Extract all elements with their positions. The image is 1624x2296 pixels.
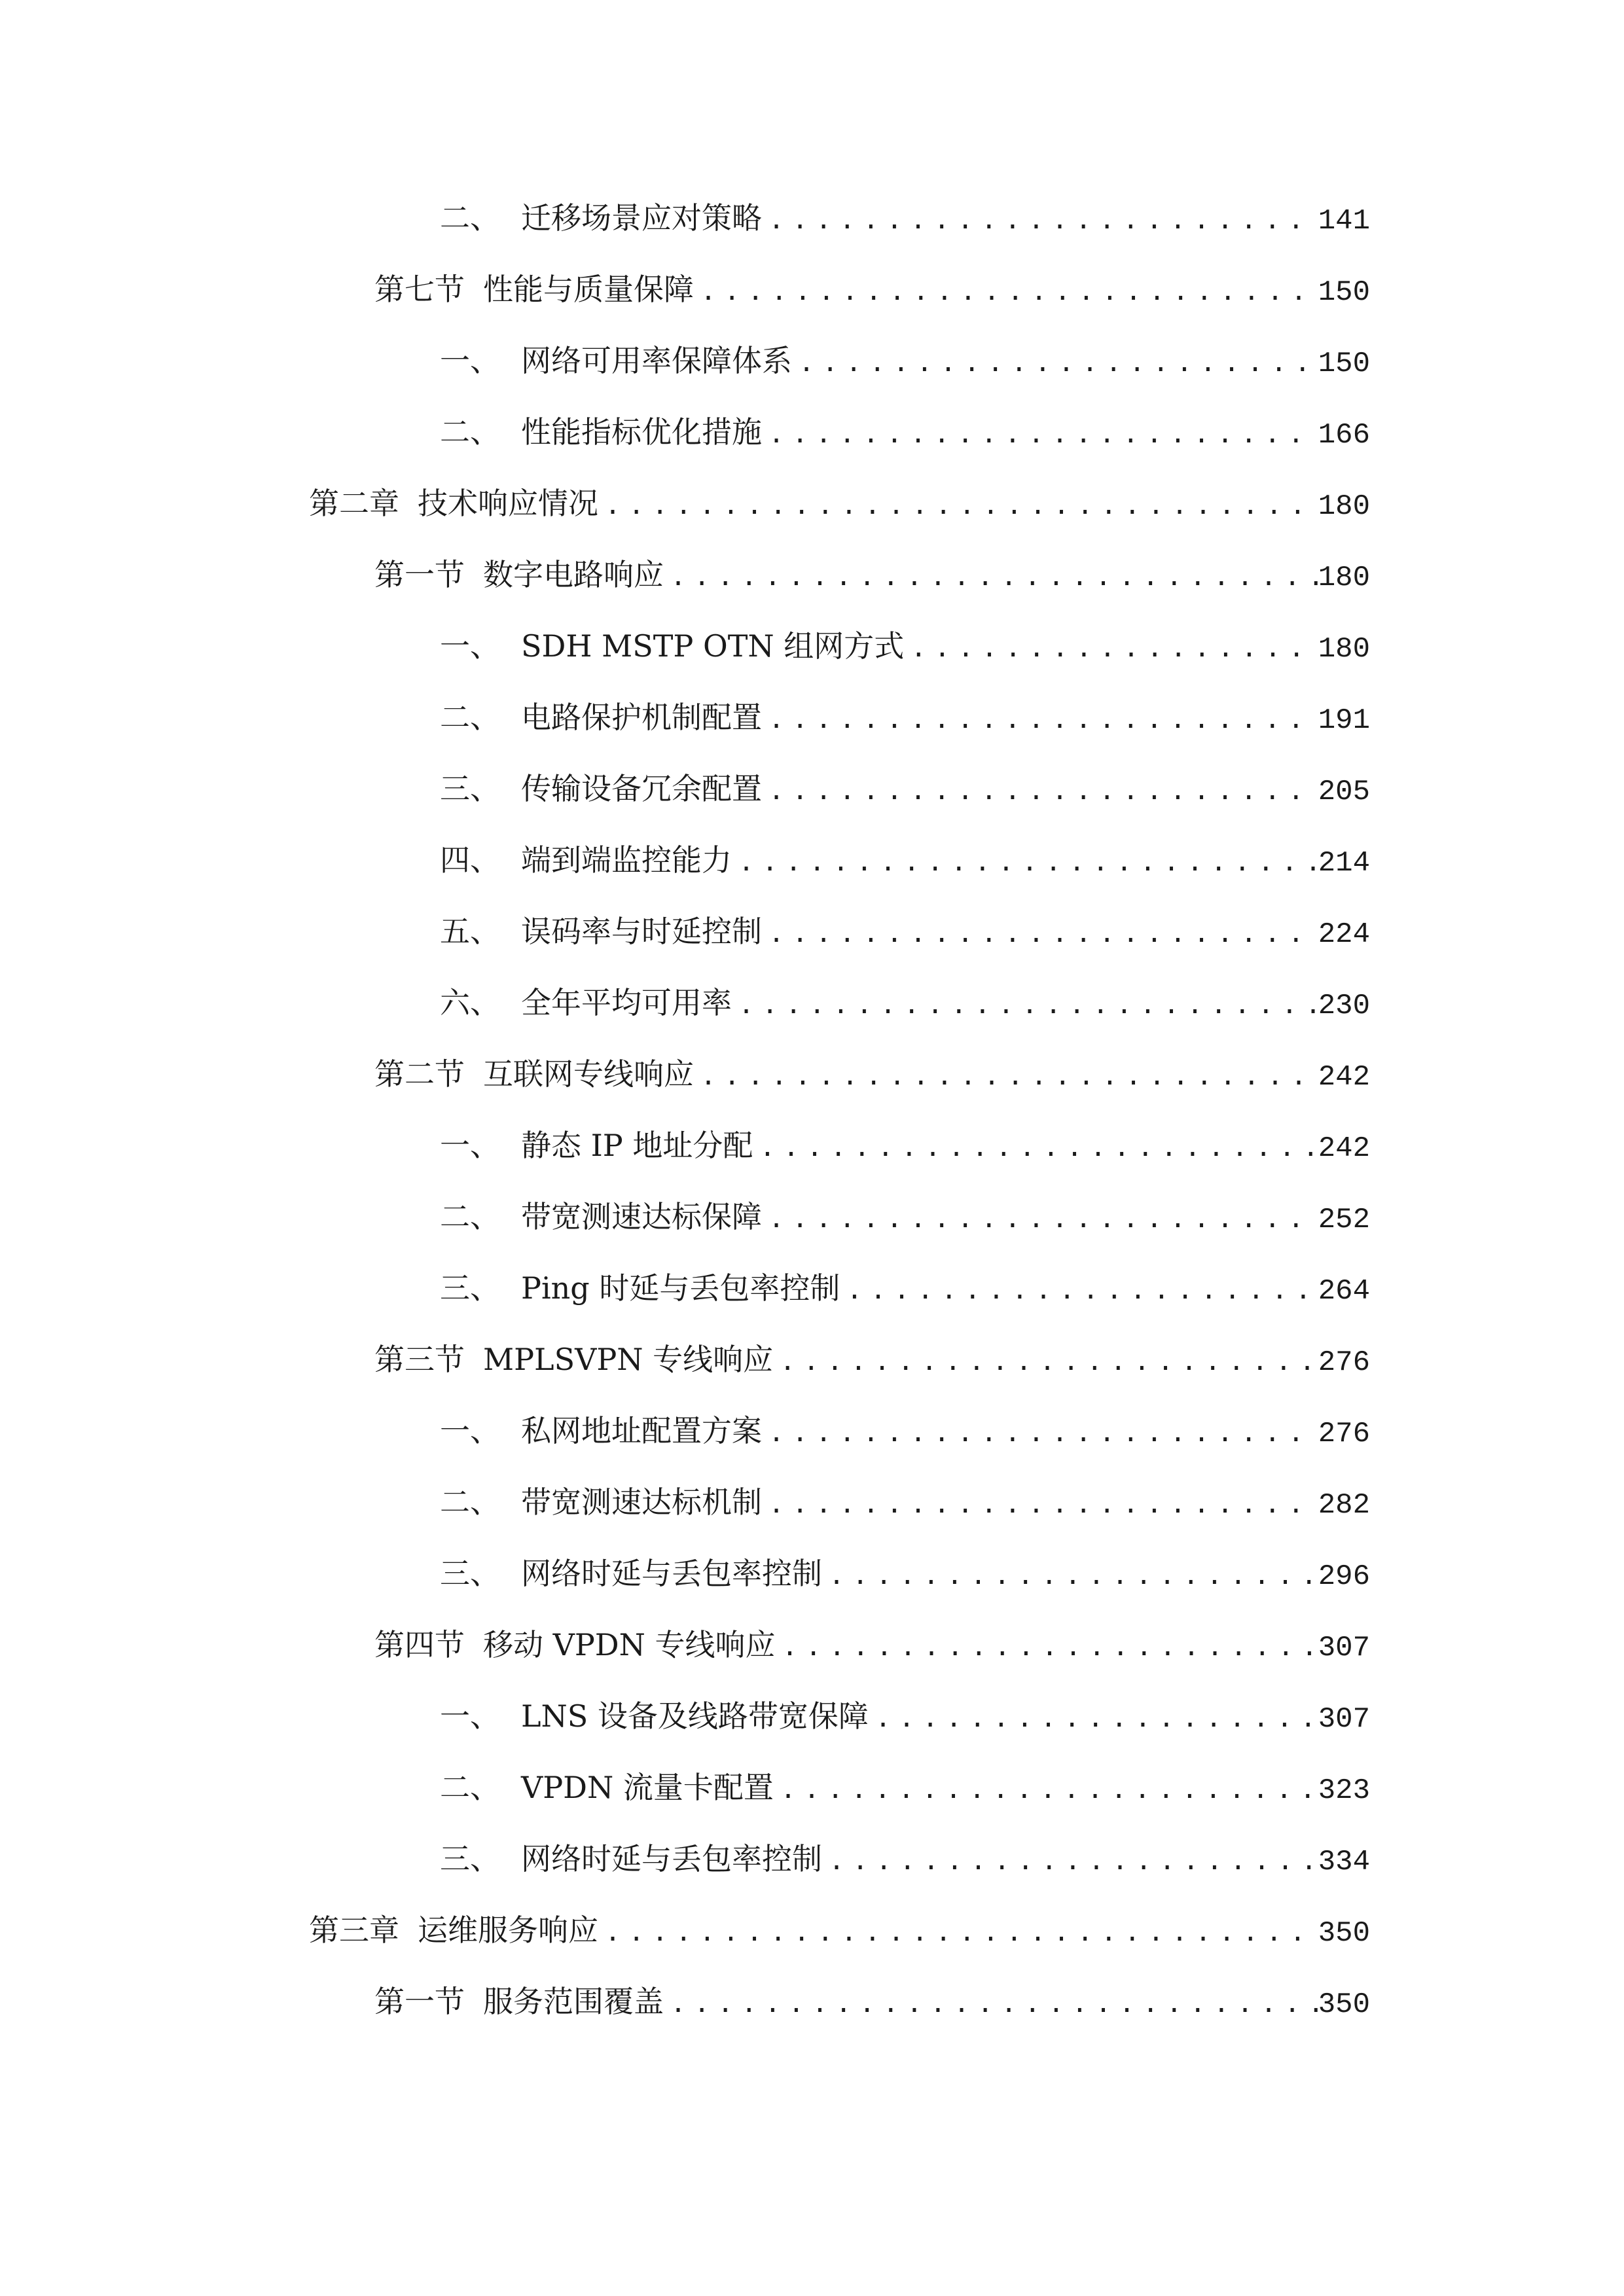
toc-entry-number: 三、	[440, 1841, 500, 1876]
toc-entry-title: 带宽测速达标保障	[521, 1199, 762, 1234]
toc-entry-title: 技术响应情况	[418, 486, 598, 521]
dot-leader	[773, 1335, 1318, 1388]
toc-entry-page: 242	[1318, 1061, 1370, 1094]
toc-entry-page: 205	[1318, 776, 1370, 808]
toc-entry	[440, 1761, 1370, 1814]
dot-leader	[694, 265, 1318, 317]
dot-leader	[869, 1692, 1318, 1744]
toc-entry-title: 电路保护机制配置	[521, 700, 762, 735]
dot-leader	[840, 1264, 1318, 1316]
toc-entry-number: 第一节	[374, 557, 465, 592]
dot-leader	[664, 550, 1318, 603]
toc-entry-page: 180	[1318, 562, 1370, 594]
toc-entry-title: 运维服务响应	[418, 1912, 598, 1948]
toc-entry	[440, 691, 1370, 744]
toc-entry-title: 网络可用率保障体系	[521, 343, 792, 378]
toc-entry	[374, 548, 1370, 601]
dot-leader	[762, 194, 1318, 246]
toc-entry-number: 六、	[440, 985, 500, 1020]
dot-leader	[762, 1407, 1318, 1459]
toc-entry	[440, 977, 1370, 1029]
dot-leader	[732, 978, 1318, 1031]
toc-entry	[440, 1262, 1370, 1314]
toc-entry	[440, 1690, 1370, 1742]
toc-entry-page: 350	[1318, 1988, 1370, 2021]
toc-entry-title: VPDN 流量卡配置	[521, 1770, 774, 1805]
toc-entry	[440, 1476, 1370, 1528]
toc-entry-page: 323	[1318, 1774, 1370, 1807]
toc-entry-title: 静态 IP 地址分配	[521, 1128, 753, 1163]
toc-entry-number: 二、	[440, 1770, 500, 1805]
toc-entry-number: 三、	[440, 1556, 500, 1591]
toc-entry-title: 全年平均可用率	[521, 985, 732, 1020]
dot-leader	[774, 1763, 1318, 1816]
toc-entry-number: 二、	[440, 414, 500, 450]
toc-entry-page: 334	[1318, 1846, 1370, 1878]
dot-leader	[822, 1835, 1318, 1887]
toc-entry-number: 二、	[440, 1484, 500, 1520]
toc-entry	[374, 1975, 1370, 2028]
toc-entry-number: 一、	[440, 343, 500, 378]
toc-entry-number: 第七节	[374, 272, 465, 307]
toc-entry-number: 二、	[440, 1199, 500, 1234]
toc-entry	[440, 1191, 1370, 1243]
toc-entry-page: 224	[1318, 918, 1370, 951]
toc-entry-page: 350	[1318, 1917, 1370, 1950]
toc-entry-number: 五、	[440, 914, 500, 949]
toc-entry	[440, 834, 1370, 886]
dot-leader	[732, 836, 1318, 888]
toc-entry	[309, 477, 1370, 529]
toc-entry-title: 误码率与时延控制	[521, 914, 762, 949]
toc-entry-number: 一、	[440, 628, 500, 664]
toc-entry-number: 三、	[440, 771, 500, 806]
toc-entry-number: 第二章	[309, 486, 399, 521]
dot-leader	[762, 693, 1318, 745]
toc-entry-number: 二、	[440, 700, 500, 735]
toc-entry-title: 性能与质量保障	[483, 272, 694, 307]
toc-entry	[440, 406, 1370, 458]
toc-entry-title: 网络时延与丢包率控制	[521, 1556, 822, 1591]
toc-entry-title: LNS 设备及线路带宽保障	[521, 1698, 869, 1734]
toc-entry-number: 第四节	[374, 1627, 465, 1662]
toc-entry-page: 150	[1318, 348, 1370, 380]
toc-entry-page: 166	[1318, 419, 1370, 452]
toc-entry-page: 282	[1318, 1489, 1370, 1522]
dot-leader	[762, 764, 1318, 817]
toc-entry	[440, 1833, 1370, 1885]
toc-entry-number: 四、	[440, 842, 500, 878]
toc-entry	[440, 1547, 1370, 1600]
dot-leader	[762, 1193, 1318, 1245]
toc-entry-title: 端到端监控能力	[521, 842, 732, 878]
toc-entry-title: 带宽测速达标机制	[521, 1484, 762, 1520]
dot-leader	[904, 622, 1318, 674]
toc-entry-number: 一、	[440, 1698, 500, 1734]
toc-entry-title: MPLSVPN 专线响应	[483, 1342, 774, 1377]
toc-entry-page: 150	[1318, 276, 1370, 309]
toc-entry-title: 私网地址配置方案	[521, 1413, 762, 1448]
toc-entry-number: 一、	[440, 1128, 500, 1163]
toc-entry	[440, 1405, 1370, 1457]
toc-entry-page: 230	[1318, 990, 1370, 1022]
toc-entry	[374, 1619, 1370, 1671]
toc-entry-page: 296	[1318, 1560, 1370, 1593]
dot-leader	[762, 408, 1318, 460]
toc-entry	[440, 905, 1370, 958]
toc-entry-title: 服务范围覆盖	[483, 1984, 664, 2019]
toc-entry-page: 276	[1318, 1418, 1370, 1450]
dot-leader	[753, 1121, 1318, 1174]
toc-entry-page: 307	[1318, 1703, 1370, 1736]
toc-entry-number: 第三节	[374, 1342, 465, 1377]
dot-leader	[792, 336, 1318, 389]
toc-entry-title: 迁移场景应对策略	[521, 200, 762, 236]
toc-entry-number: 第三章	[309, 1912, 399, 1948]
toc-entry-number: 三、	[440, 1270, 500, 1306]
toc-entry-title: 数字电路响应	[483, 557, 664, 592]
toc-entry-title: 传输设备冗余配置	[521, 771, 762, 806]
toc-entry-page: 307	[1318, 1632, 1370, 1664]
toc-entry-page: 141	[1318, 205, 1370, 238]
toc-entry	[374, 1333, 1370, 1386]
toc-entry-title: 性能指标优化措施	[521, 414, 762, 450]
toc-entry-page: 276	[1318, 1346, 1370, 1379]
toc-entry-page: 214	[1318, 847, 1370, 880]
toc-entry	[309, 1904, 1370, 1956]
dot-leader	[762, 1478, 1318, 1530]
toc-entry	[440, 334, 1370, 387]
toc-entry-number: 一、	[440, 1413, 500, 1448]
toc-entry-page: 191	[1318, 704, 1370, 737]
dot-leader	[598, 479, 1318, 531]
toc-entry-title: 网络时延与丢包率控制	[521, 1841, 822, 1876]
toc-entry	[440, 620, 1370, 672]
dot-leader	[822, 1549, 1318, 1602]
toc-entry-title: 移动 VPDN 专线响应	[483, 1627, 776, 1662]
toc-entry-page: 180	[1318, 633, 1370, 666]
toc-entry-number: 二、	[440, 200, 500, 236]
toc-entry-number: 第二节	[374, 1056, 465, 1092]
dot-leader	[776, 1621, 1318, 1673]
toc-entry	[440, 1119, 1370, 1172]
toc-entry-page: 242	[1318, 1132, 1370, 1165]
toc-entry-title: SDH MSTP OTN 组网方式	[521, 628, 905, 664]
toc-entry-page: 252	[1318, 1204, 1370, 1236]
toc-entry	[440, 762, 1370, 815]
dot-leader	[664, 1977, 1318, 2030]
toc-entry-title: Ping 时延与丢包率控制	[521, 1270, 840, 1306]
toc-entry-title: 互联网专线响应	[483, 1056, 694, 1092]
toc-entry-page: 264	[1318, 1275, 1370, 1308]
toc-entry	[374, 1048, 1370, 1100]
toc-entry-number: 第一节	[374, 1984, 465, 2019]
dot-leader	[694, 1050, 1318, 1102]
toc-entry	[374, 263, 1370, 315]
dot-leader	[762, 907, 1318, 960]
dot-leader	[598, 1906, 1318, 1958]
toc-entry-page: 180	[1318, 490, 1370, 523]
toc-entry	[440, 192, 1370, 244]
